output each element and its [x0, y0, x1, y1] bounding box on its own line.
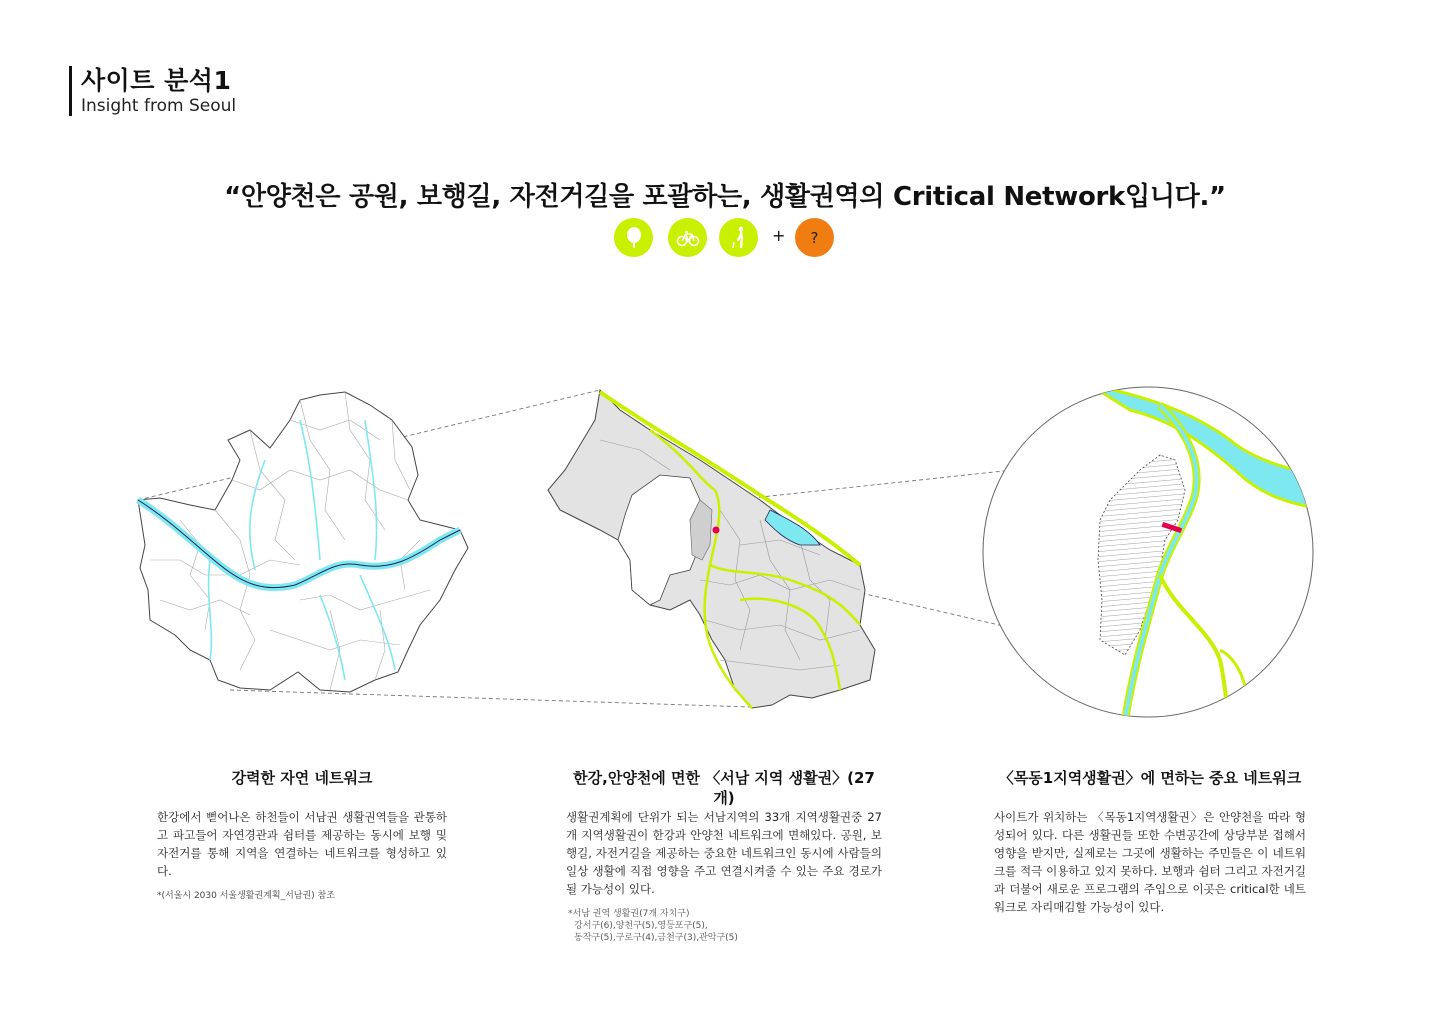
column-heading: 강력한 자연 네트워크 — [231, 769, 373, 787]
district-note-line: 강서구(6),양천구(5),영등포구(5), — [574, 921, 708, 931]
page-title: 사이트 분석1 — [81, 66, 232, 95]
column-heading: 〈목동1지역생활권〉에 면하는 중요 네트워크 — [998, 769, 1302, 787]
column-heading: 한강,안양천에 면한 〈서남 지역 생활권〉(27개) — [573, 769, 875, 807]
district-note — [566, 908, 882, 944]
site-marker — [713, 527, 720, 534]
district-note-line: *서남 권역 생활권(7개 자치구) — [568, 909, 690, 919]
column-mokdong-network — [994, 768, 1306, 916]
column-note: *(서울시 2030 서울생활권계획_서남권) 참조 — [157, 891, 335, 901]
page-subtitle: Insight from Seoul — [81, 96, 237, 116]
plus-sign: + — [772, 226, 786, 245]
column-body: 생활권계획에 단위가 되는 서남지역의 33개 지역생활권중 27개 지역생활권이 한강과 안양천 네트워크에 면해있다. 공원, 보행길, 자전거길을 제공하는 중요한 네트워크인 동시에 사람들의 일상 생활에 직접 영향을 주고 연결시켜줄 수 있는 주요 경로가 될 가능성이 있다. — [566, 810, 882, 896]
column-natural-network — [157, 768, 447, 902]
question-icon: ? — [795, 218, 834, 257]
column-body: 사이트가 위치하는 〈목동1지역생활권〉은 안양천을 따라 형성되어 있다. 다른 생활권들 또한 수변공간에 상당부분 접해서 영향을 받지만, 실제로는 그곳에 생활하는 주민들은 이 네트워크를 적극 이용하고 있지 못하다. 보행과 쉼터 그리고 자전거길과 더불어 새로운 프로그램의 주입으로 이곳은 critical한 네트워크로 자리매김할 가능성이 있다. — [994, 810, 1306, 914]
mokdong-zoom-circle — [983, 385, 1330, 720]
column-body: 한강에서 뻗어나온 하천들이 서남권 생활권역들을 관통하고 파고들어 자연경관과 쉼터를 제공하는 동시에 보행 및 자전거를 통해 지역을 연결하는 네트워크를 형성하고 있다. — [157, 810, 447, 878]
seoul-map — [138, 392, 468, 692]
headline-quote: “안양천은 공원, 보행길, 자전거길을 포괄하는, 생활권역의 Critical Network입니다.” — [224, 182, 1226, 212]
district-note-line: 동작구(5),구로구(4),금천구(3),관악구(5) — [574, 933, 738, 943]
southwest-map — [548, 390, 875, 708]
column-southwest-districts — [566, 768, 882, 944]
